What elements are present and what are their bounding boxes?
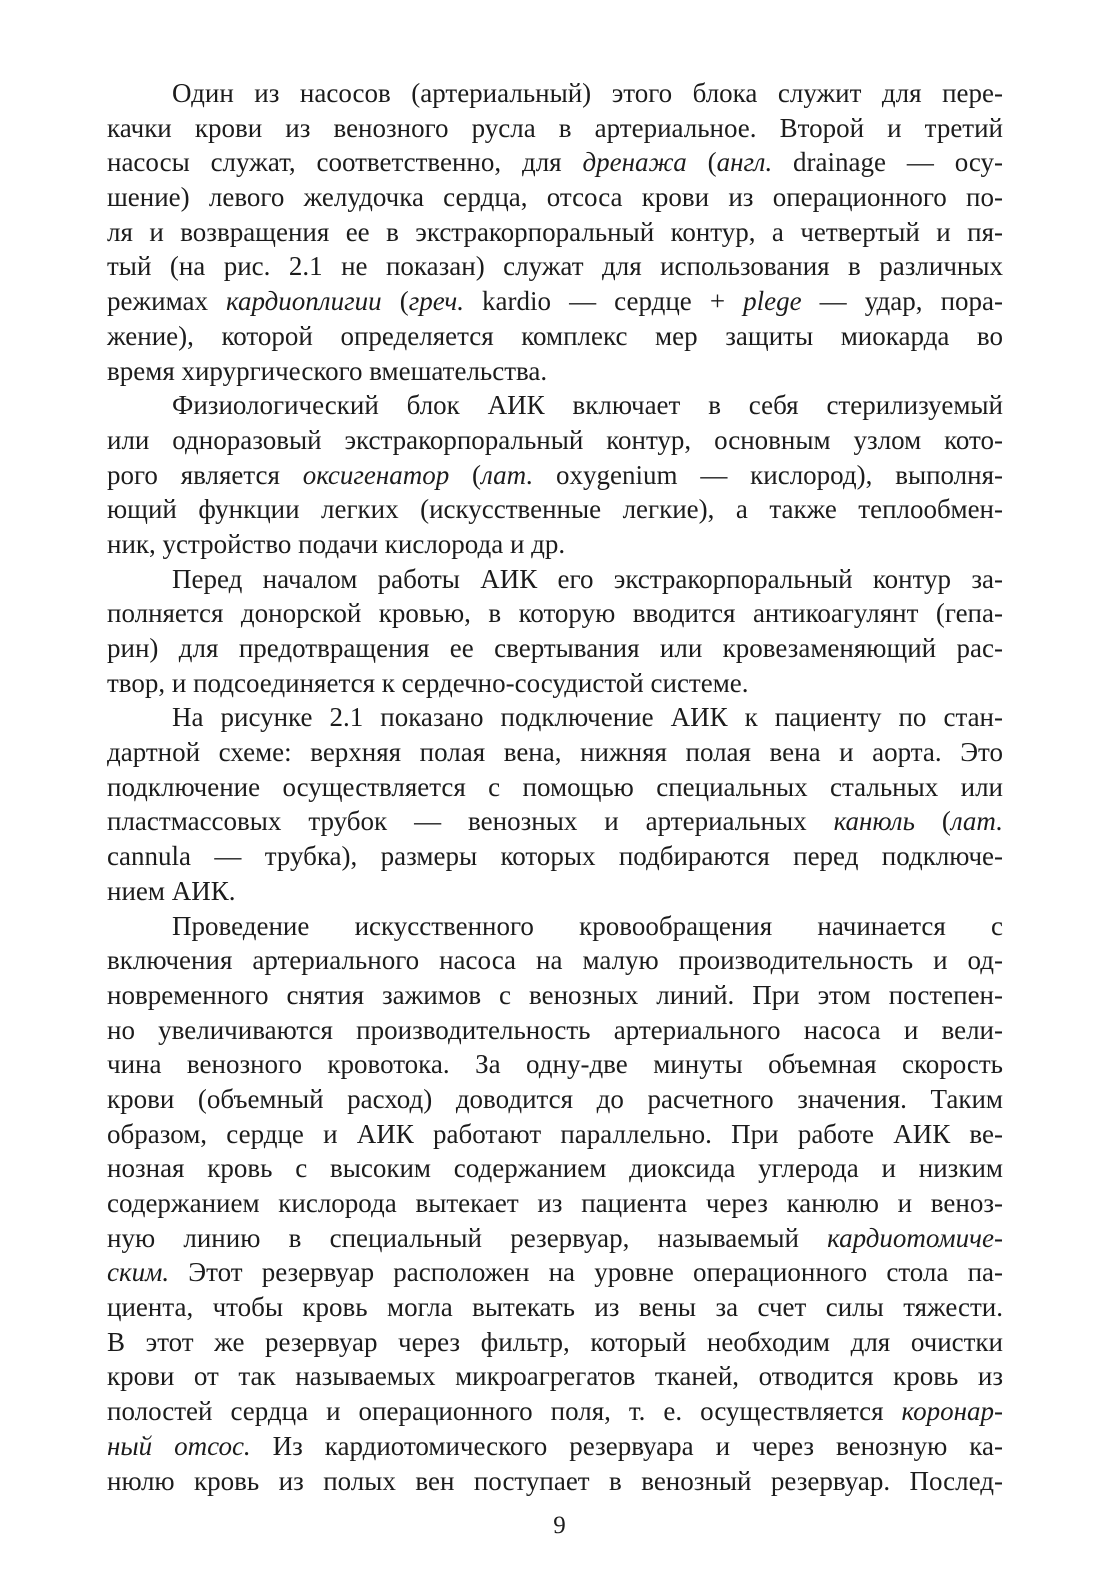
text-segment: ( xyxy=(914,806,951,837)
italic-term: plege xyxy=(743,286,802,317)
text-line xyxy=(107,145,1003,180)
text-line xyxy=(107,839,1003,874)
text-line xyxy=(107,666,1003,701)
text-segment: включения артериального насоса на малую производительность и од- xyxy=(107,945,1003,976)
text-segment: Один из насосов (артериальный) этого блока служит для пере- xyxy=(172,78,1003,108)
text-segment: ющий функции легких (искусственные легкие), а также теплообмен- xyxy=(107,494,1003,525)
text-line xyxy=(107,249,1003,284)
text-segment: полняется донорской кровью, в которую вводится антикоагулянт (гепа- xyxy=(107,598,1003,629)
text-line xyxy=(107,631,1003,666)
text-segment: ля и возвращения ее в экстракорпоральный контур, а четвертый и пя- xyxy=(107,216,1003,247)
text-line xyxy=(107,770,1003,805)
text-line xyxy=(107,527,1003,562)
text-line xyxy=(107,700,1003,735)
body-text xyxy=(107,76,1003,1498)
text-line xyxy=(107,874,1003,909)
text-segment: жение), которой определяется комплекс мер защиты миокарда во xyxy=(107,320,1003,351)
text-segment: drainage — осу- xyxy=(772,147,1003,178)
text-line xyxy=(107,1394,1003,1429)
text-line xyxy=(107,596,1003,631)
italic-term: ный отсос. xyxy=(107,1430,251,1461)
text-segment: kardio — сердце + xyxy=(463,286,744,317)
text-line xyxy=(107,909,1003,944)
text-line xyxy=(107,319,1003,354)
text-line xyxy=(107,354,1003,389)
text-segment: ную линию в специальный резервуар, называемый xyxy=(107,1222,828,1253)
text-line xyxy=(107,1325,1003,1360)
text-segment: дартной схеме: верхняя полая вена, нижняя полая вена и аорта. Это xyxy=(107,737,1003,768)
text-segment: Физиологический блок АИК включает в себя стерилизуемый xyxy=(172,390,1003,421)
text-segment: В этот же резервуар через фильтр, который необходим для очистки xyxy=(107,1326,1003,1357)
text-segment: крови (объемный расход) доводится до расчетного значения. Таким xyxy=(107,1083,1003,1114)
italic-term: коронар- xyxy=(901,1396,1003,1427)
text-segment: Этот резервуар расположен на уровне операционного стола па- xyxy=(169,1257,1003,1288)
text-line xyxy=(107,1013,1003,1048)
text-segment: твор, и подсоединяется к сердечно-сосудистой системе. xyxy=(107,667,749,698)
text-segment: Перед началом работы АИК его экстракорпоральный контур за- xyxy=(172,563,1003,594)
text-segment: рого является xyxy=(107,459,303,490)
text-line xyxy=(107,284,1003,319)
page-number: 9 xyxy=(553,1512,566,1539)
text-line xyxy=(107,1186,1003,1221)
italic-term: канюль xyxy=(833,806,915,837)
text-segment: ( xyxy=(449,459,482,490)
text-line xyxy=(107,215,1003,250)
italic-term: дренажа xyxy=(582,147,687,178)
text-line xyxy=(107,76,1003,111)
text-segment: режимах xyxy=(107,286,227,317)
text-segment: циента, чтобы кровь могла вытекать из вены за счет силы тяжести. xyxy=(107,1292,1003,1323)
text-segment: рин) для предотвращения ее свертывания или кровезаменяющий рас- xyxy=(107,633,1003,663)
text-line xyxy=(107,388,1003,423)
italic-term: греч. xyxy=(408,286,464,317)
text-segment: полостей сердца и операционного поля, т. е. осуществляется xyxy=(107,1396,902,1427)
text-line xyxy=(107,1290,1003,1325)
text-segment: пластмассовых трубок — венозных и артериальных xyxy=(107,806,834,837)
text-line xyxy=(107,1359,1003,1394)
text-segment: Проведение искусственного кровообращения начинается с xyxy=(172,910,1003,941)
text-segment: нюлю кровь из полых вен поступает в венозный резервуар. Послед- xyxy=(107,1465,1003,1496)
text-segment: время хирургического вмешательства. xyxy=(107,355,548,386)
text-line xyxy=(107,735,1003,770)
text-segment: нозная кровь с высоким содержанием диоксида углерода и низким xyxy=(107,1153,1003,1184)
text-segment: На рисунке 2.1 показано подключение АИК к пациенту по стан- xyxy=(172,702,1003,733)
text-segment: oxygenium — кислород), выполня- xyxy=(533,459,1004,490)
italic-term: кардиотомиче- xyxy=(827,1222,1003,1253)
text-line xyxy=(107,978,1003,1013)
italic-term: ским. xyxy=(107,1257,170,1288)
text-line xyxy=(107,1047,1003,1082)
text-segment: ( xyxy=(381,286,409,317)
text-segment: cannula — трубка), размеры которых подбираются перед подключе- xyxy=(107,841,1003,872)
text-segment: Из кардиотомического резервуара и через венозную ка- xyxy=(250,1430,1003,1461)
text-segment: тый (на рис. 2.1 не показан) служат для использования в различных xyxy=(107,251,1003,282)
text-segment: насосы служат, соответственно, для xyxy=(107,147,583,178)
text-segment: ( xyxy=(686,147,717,178)
text-segment: но увеличиваются производительность артериального насоса и вели- xyxy=(107,1014,1003,1045)
text-segment: образом, сердце и АИК работают параллельно. При работе АИК ве- xyxy=(107,1118,1003,1149)
text-segment: крови от так называемых микроагрегатов тканей, отводится кровь из xyxy=(107,1361,1003,1392)
text-segment: чина венозного кровотока. За одну-две минуты объемная скорость xyxy=(107,1049,1003,1080)
text-segment: содержанием кислорода вытекает из пациента через канюлю и веноз- xyxy=(107,1188,1003,1218)
text-line xyxy=(107,1082,1003,1117)
italic-term: лат. xyxy=(481,459,534,490)
text-segment: качки крови из венозного русла в артериальное. Второй и третий xyxy=(107,112,1003,143)
italic-term: оксигенатор xyxy=(302,459,450,490)
text-line xyxy=(107,943,1003,978)
text-segment: ник, устройство подачи кислорода и др. xyxy=(107,528,566,559)
text-segment: или одноразовый экстракорпоральный контур, основным узлом кото- xyxy=(107,424,1003,455)
italic-term: кардиоплигии xyxy=(226,286,382,317)
text-segment: новременного снятия зажимов с венозных линий. При этом постепен- xyxy=(107,979,1003,1010)
text-line xyxy=(107,1221,1003,1256)
text-line xyxy=(107,1255,1003,1290)
text-line xyxy=(107,180,1003,215)
text-line xyxy=(107,804,1003,839)
text-segment: нием АИК. xyxy=(107,875,236,906)
text-line xyxy=(107,1429,1003,1464)
text-segment: шение) левого желудочка сердца, отсоса крови из операционного по- xyxy=(107,182,1003,213)
text-line xyxy=(107,423,1003,458)
italic-term: англ. xyxy=(716,147,773,178)
text-line xyxy=(107,458,1003,493)
text-line xyxy=(107,562,1003,597)
text-line xyxy=(107,111,1003,146)
text-segment: — удар, пора- xyxy=(801,286,1003,317)
italic-term: лат. xyxy=(950,806,1004,837)
text-line xyxy=(107,1151,1003,1186)
text-line xyxy=(107,1117,1003,1152)
text-line xyxy=(107,1464,1003,1499)
text-segment: подключение осуществляется с помощью специальных стальных или xyxy=(107,771,1003,802)
text-line xyxy=(107,492,1003,527)
